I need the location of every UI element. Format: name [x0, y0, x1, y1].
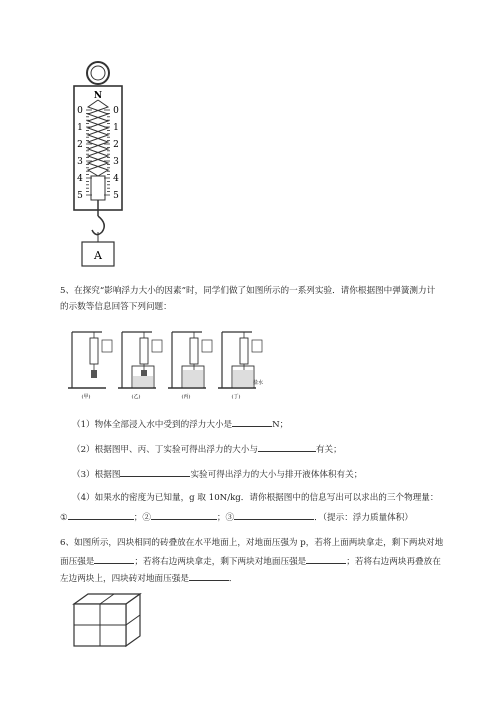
test-object — [91, 370, 97, 378]
q5-sub2 — [72, 442, 342, 456]
q6-line2-mid: ；若将右边两块拿走，剩下两块对地面压强是 — [134, 557, 307, 567]
q6-line2-pre: 面压强是 — [60, 557, 95, 567]
q6-line2-post: ；若将右边两块再叠放在 — [346, 557, 441, 567]
scale-tick-right-label: 2 — [113, 140, 119, 150]
q5-sub4-blank2 — [151, 510, 217, 520]
liquid-label: 盐水 — [252, 380, 264, 386]
q6-line1: 6、如图所示，四块相同的砖叠放在水平地面上，对地面压强为 p，若将上面两块拿走，剩下两块对地 — [60, 538, 444, 548]
scale-tick-left-label: 0 — [77, 106, 83, 116]
q5-intro-line1: 5、在探究“影响浮力大小的因素”时，同学们做了如图所示的一系列实验．请你根据图中弹簧测力计 — [60, 286, 436, 296]
spring-scale-figure — [60, 58, 150, 273]
q5-sub1 — [72, 417, 288, 431]
q5-sub4-blank1 — [68, 510, 134, 520]
mini-spring-scale — [190, 338, 198, 364]
q6-line3-post: ． — [228, 574, 238, 584]
q5-sub3-pre: （3）根据图 — [72, 470, 121, 480]
scale-tick-left-label: 3 — [77, 157, 83, 167]
spring-coil — [88, 100, 108, 176]
scale-tick-right-label: 5 — [113, 191, 119, 201]
q6-line2 — [60, 554, 441, 568]
q5-sub2-blank — [258, 442, 316, 452]
q6-blank2 — [306, 554, 346, 564]
scale-dial-inset — [252, 340, 262, 352]
q5-sub4-blank3 — [234, 510, 314, 520]
scale-tick-left-label: 4 — [77, 174, 83, 184]
q6-blank3 — [189, 571, 229, 581]
q5-sub3 — [72, 467, 362, 481]
scale-tick-right-label: 4 — [113, 174, 119, 184]
beaker-liquid — [133, 376, 153, 387]
figure-label: (丁) — [231, 394, 241, 400]
mini-spring-scale — [90, 338, 98, 364]
scale-tick-left-label: 5 — [77, 191, 83, 201]
figure-label: (乙) — [131, 394, 141, 400]
figure-label: (甲) — [81, 394, 91, 400]
q5-sub4-line1: （4）如果水的密度为已知量，g 取 10N/kg．请你根据图中的信息写出可以求出的三个物理量： — [72, 493, 439, 503]
q5-sub4-line2 — [60, 510, 413, 524]
scale-indicator — [91, 176, 105, 200]
scale-dial-inset — [202, 340, 212, 352]
q6-line3-pre: 左边两块上，四块砖对地面压强是 — [60, 574, 189, 584]
figure-label: (丙) — [181, 394, 191, 400]
q5-sub1-post: N； — [272, 420, 289, 430]
q5-sub4-m3: ；③ — [216, 513, 235, 523]
scale-tick-right-label: 3 — [113, 157, 119, 167]
weight-a-label: A — [94, 249, 102, 262]
scale-dial-inset — [152, 340, 162, 352]
scale-ticks — [77, 106, 119, 201]
scale-tick-left-label: 2 — [77, 140, 83, 150]
q6-line3 — [60, 571, 238, 585]
buoyancy-experiment-figure — [66, 326, 266, 402]
q5-sub3-post: 实验可得出浮力的大小与排开液体体积有关； — [190, 470, 363, 480]
scale-tick-left-label: 1 — [77, 123, 83, 133]
q5-sub2-pre: （2）根据图甲、丙、丁实验可得出浮力的大小与 — [72, 445, 258, 455]
q5-sub4-m2: ；② — [133, 513, 151, 523]
scale-tick-right-label: 0 — [113, 106, 119, 116]
beaker-liquid — [233, 370, 253, 387]
q5-sub4-hint: ．（提示：浮力质量体积） — [314, 513, 413, 523]
scale-dial-inset — [102, 340, 112, 352]
bricks-figure — [68, 590, 148, 652]
q5-sub1-blank — [232, 417, 272, 427]
q5-sub1-pre: （1）物体全部浸入水中受到的浮力大小是 — [72, 420, 233, 430]
beaker-liquid — [183, 370, 203, 387]
mini-spring-scale — [140, 338, 148, 364]
scale-tick-right-label: 1 — [113, 123, 119, 133]
scale-ring — [87, 62, 109, 84]
q5-sub4-m1: ① — [60, 513, 68, 523]
scale-n-label: N — [93, 91, 103, 101]
q5-intro-line2: 的示数等信息回答下列问题： — [60, 302, 172, 312]
q5-sub3-blank — [120, 467, 190, 477]
q6-blank1 — [94, 554, 134, 564]
q5-sub2-post: 有关； — [315, 445, 342, 455]
scale-hook — [92, 216, 104, 235]
mini-spring-scale — [240, 338, 248, 364]
